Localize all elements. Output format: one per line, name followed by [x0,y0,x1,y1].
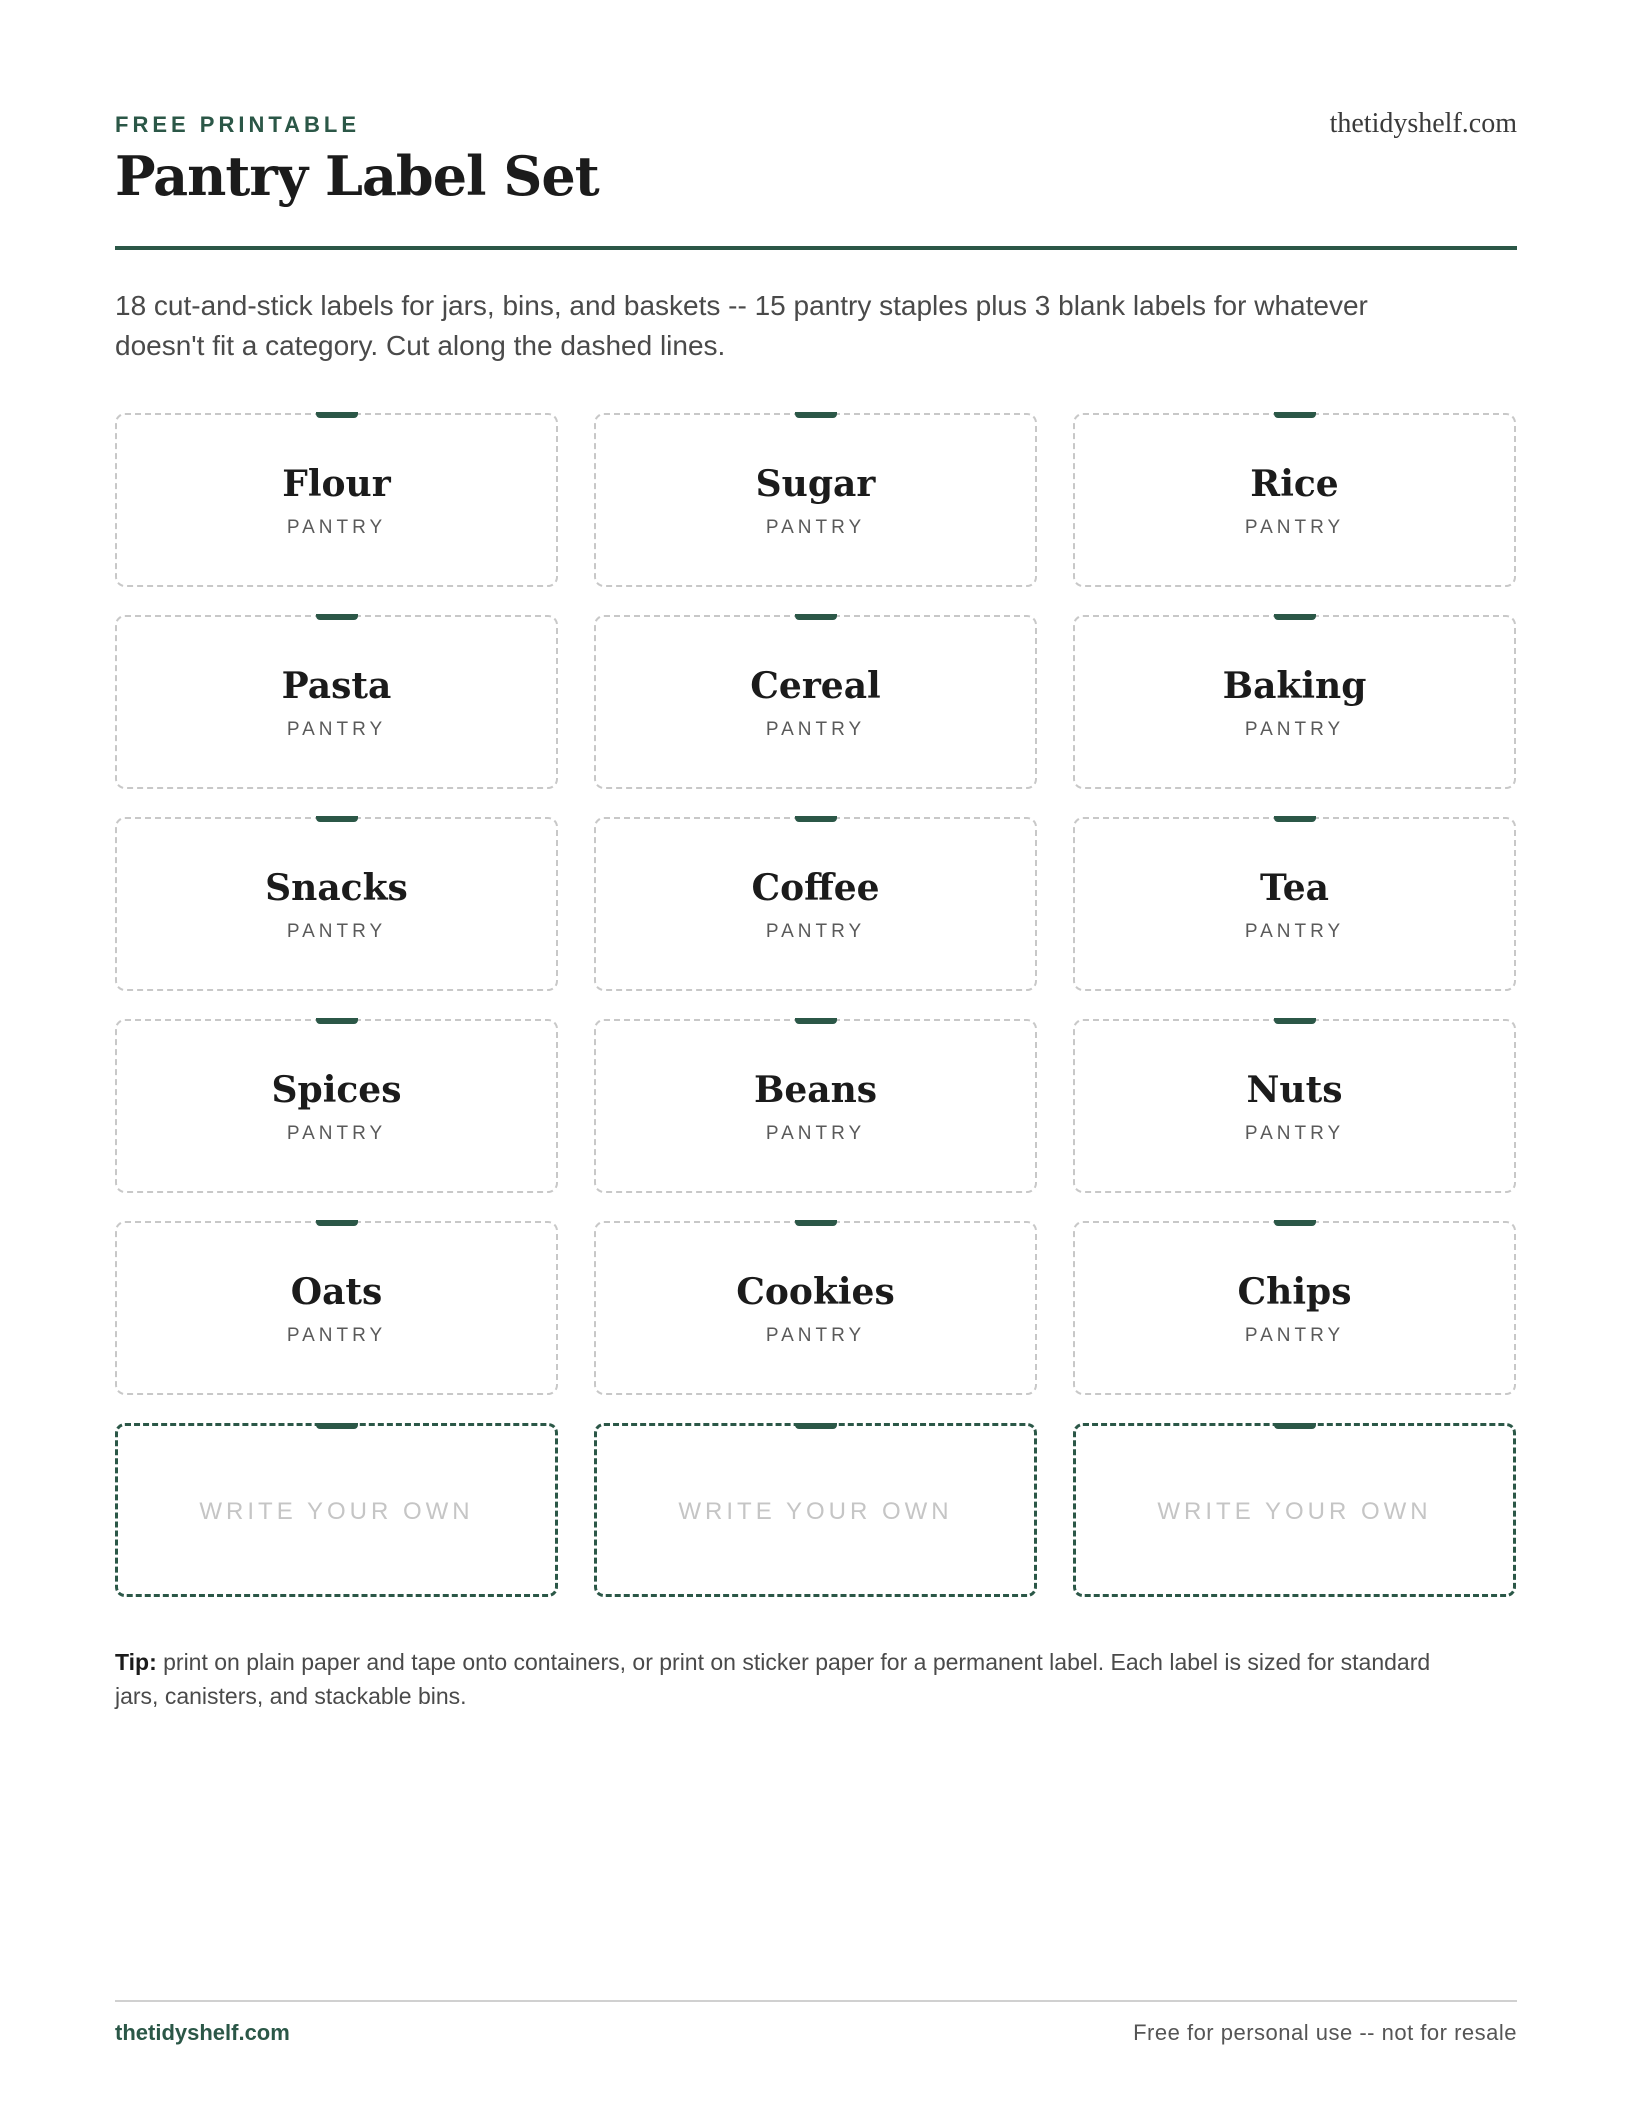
label-name: Cookies [736,1271,895,1313]
label-tab [316,412,358,418]
footer-note: Free for personal use -- not for resale [1133,2020,1517,2045]
label-tab [1274,816,1316,822]
label-name: Nuts [1246,1069,1343,1111]
label-tab [795,1423,837,1429]
label-name: Baking [1222,665,1367,707]
label-card [1073,1221,1516,1395]
label-category: PANTRY [765,1123,866,1144]
label-card [115,817,558,991]
label-tab [1274,1018,1316,1024]
tip-text [115,1645,1435,1713]
label-name: Snacks [265,867,408,909]
label-category: PANTRY [1244,719,1345,740]
label-category: PANTRY [286,517,387,538]
label-tab [795,614,837,620]
label-tab [1274,412,1316,418]
label-name: Coffee [751,867,880,909]
label-tab [1274,1423,1316,1429]
label-grid [115,413,1517,1597]
label-name: Tea [1260,867,1329,909]
label-name: Oats [290,1271,383,1313]
label-tab [316,614,358,620]
label-category: PANTRY [1244,1123,1345,1144]
label-name: Cereal [750,665,881,707]
label-tab [795,816,837,822]
label-card [1073,817,1516,991]
eyebrow-text: FREE PRINTABLE [115,112,361,137]
blank-label-text: WRITE YOUR OWN [1157,1498,1432,1525]
blank-label-card [1073,1423,1516,1597]
label-name: Rice [1250,463,1339,505]
label-card [594,1221,1037,1395]
label-category: PANTRY [286,719,387,740]
blank-label-text: WRITE YOUR OWN [678,1498,953,1525]
label-name: Pasta [281,665,392,707]
label-category: PANTRY [765,921,866,942]
footer-site: thetidyshelf.com [115,2020,290,2045]
label-category: PANTRY [765,517,866,538]
label-tab [795,1220,837,1226]
blank-label-card [115,1423,558,1597]
tip-body: print on plain paper and tape onto containers, or print on sticker paper for a permanent label. Each label is sized for standard jars, canisters, and stackable bins. [115,1649,1431,1709]
label-tab [316,816,358,822]
label-card [594,413,1037,587]
label-category: PANTRY [1244,1325,1345,1346]
label-card [115,413,558,587]
label-card [115,1221,558,1395]
label-tab [795,412,837,418]
intro-text: 18 cut-and-stick labels for jars, bins, and baskets -- 15 pantry staples plus 3 blank labels for whatever doesn't fit a category. Cut along the dashed lines. [115,290,1368,361]
tip-lead: Tip: [115,1649,157,1675]
label-name: Flour [282,463,391,505]
label-tab [795,1018,837,1024]
label-tab [316,1018,358,1024]
label-card [594,615,1037,789]
label-card [594,817,1037,991]
label-category: PANTRY [1244,921,1345,942]
page-footer [115,2000,1517,2062]
label-category: PANTRY [1244,517,1345,538]
label-name: Chips [1237,1271,1352,1313]
label-name: Spices [271,1069,402,1111]
label-card [594,1019,1037,1193]
label-card [115,615,558,789]
label-category: PANTRY [286,1325,387,1346]
blank-label-card [594,1423,1037,1597]
label-name: Beans [753,1069,878,1111]
printable-page [115,0,1517,2112]
page-title: Pantry Label Set [115,144,599,208]
label-tab [1274,614,1316,620]
label-tab [1274,1220,1316,1226]
label-name: Sugar [755,463,876,505]
label-category: PANTRY [765,719,866,740]
label-card [1073,413,1516,587]
label-card [1073,615,1516,789]
site-name: thetidyshelf.com [1329,108,1517,139]
label-category: PANTRY [286,1123,387,1144]
page-header [115,108,1517,250]
label-card [1073,1019,1516,1193]
label-tab [316,1220,358,1226]
label-category: PANTRY [286,921,387,942]
label-tab [316,1423,358,1429]
label-card [115,1019,558,1193]
blank-label-text: WRITE YOUR OWN [199,1498,474,1525]
label-category: PANTRY [765,1325,866,1346]
